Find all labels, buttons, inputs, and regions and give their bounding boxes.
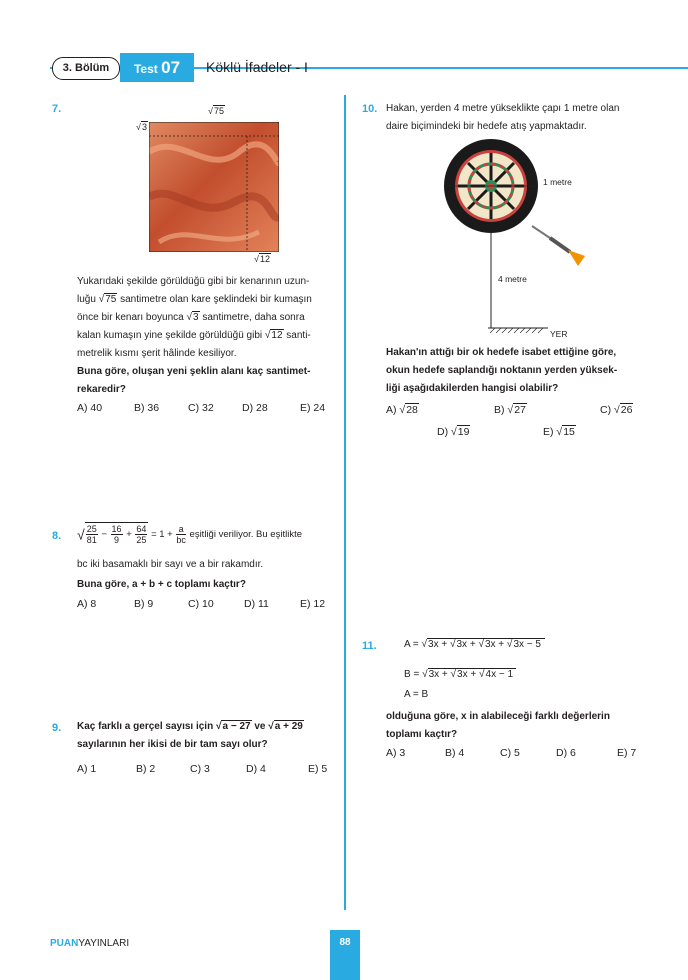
q11-option-d[interactable]: D) 6 bbox=[556, 747, 576, 759]
q11-option-e[interactable]: E) 7 bbox=[617, 747, 637, 759]
page-title: Köklü İfadeler - I bbox=[206, 59, 308, 75]
q10-option-e[interactable]: E) √15 bbox=[543, 426, 575, 438]
q7-option-b[interactable]: B) 36 bbox=[134, 402, 160, 414]
fig-label-left: √3 bbox=[136, 122, 147, 132]
q10-option-a[interactable]: A) √28 bbox=[386, 404, 418, 416]
q8-option-a[interactable]: A) 8 bbox=[77, 598, 97, 610]
test-number: 07 bbox=[161, 58, 181, 77]
dartboard-figure bbox=[420, 138, 620, 344]
label-diameter: 1 metre bbox=[543, 177, 572, 187]
q9-option-e[interactable]: E) 5 bbox=[308, 763, 328, 775]
q11-equation-b: B = √3x + √3x + √4x − 1 bbox=[404, 666, 516, 684]
q7-option-a[interactable]: A) 40 bbox=[77, 402, 103, 414]
q11-option-b[interactable]: B) 4 bbox=[445, 747, 465, 759]
q11-option-c[interactable]: C) 5 bbox=[500, 747, 520, 759]
q7-option-c[interactable]: C) 32 bbox=[188, 402, 214, 414]
q10-text: Hakan, yerden 4 metre yükseklikte çapı 1 metre olan daire biçimindeki bir hedefe atış yapmaktadır. bbox=[386, 103, 620, 132]
test-badge bbox=[120, 53, 194, 82]
q8-option-d[interactable]: D) 11 bbox=[244, 598, 269, 610]
q7-option-d[interactable]: D) 28 bbox=[242, 402, 268, 414]
q10-option-d[interactable]: D) √19 bbox=[437, 426, 470, 438]
q10-question: Hakan'ın attığı bir ok hedefe isabet ettiğine göre, okun hedefe saplandığı noktanın yerden yüksek- liği aşağıdakilerden hangisi olabilir? bbox=[386, 347, 618, 394]
question-number-11: 11. bbox=[362, 640, 377, 652]
label-height: 4 metre bbox=[498, 274, 527, 284]
label-ground: YER bbox=[550, 329, 568, 339]
q9-option-b[interactable]: B) 2 bbox=[136, 763, 156, 775]
test-label: Test bbox=[133, 62, 158, 76]
q9-text: Kaç farklı a gerçel sayısı için √a − 27 ve √a + 29 sayılarının her ikisi de bir tam sayı olur? bbox=[77, 721, 303, 750]
question-number-9: 9. bbox=[52, 722, 62, 734]
q10-option-b[interactable]: B) √27 bbox=[494, 404, 526, 416]
q9-option-a[interactable]: A) 1 bbox=[77, 763, 97, 775]
fabric-figure bbox=[132, 108, 292, 270]
question-number-8: 8. bbox=[52, 530, 62, 542]
q11-option-a[interactable]: A) 3 bbox=[386, 747, 406, 759]
section-badge: 3. Bölüm bbox=[52, 57, 120, 80]
publisher-logo: PUANYAYINLARI bbox=[50, 938, 130, 949]
question-number-7: 7. bbox=[52, 103, 62, 115]
q8-option-b[interactable]: B) 9 bbox=[134, 598, 154, 610]
q11-equation-a: A = √3x + √3x + √3x + √3x − 5 bbox=[404, 636, 545, 654]
question-number-10: 10. bbox=[362, 103, 378, 115]
dart-icon bbox=[532, 226, 585, 266]
q11-equation-eq: A = B bbox=[404, 689, 429, 700]
page-number: 88 bbox=[330, 930, 360, 980]
fabric-square bbox=[149, 122, 279, 252]
column-divider bbox=[344, 95, 346, 910]
q9-option-c[interactable]: C) 3 bbox=[190, 763, 210, 775]
q11-question: olduğuna göre, x in alabileceği farklı değerlerin toplamı kaçtır? bbox=[386, 711, 610, 740]
q8-option-c[interactable]: C) 10 bbox=[188, 598, 214, 610]
q8-question: Buna göre, a + b + c toplamı kaçtır? bbox=[77, 579, 246, 590]
fig-label-bottom: √12 bbox=[254, 254, 270, 264]
q7-option-e[interactable]: E) 24 bbox=[300, 402, 326, 414]
q7-text: Yukarıdaki şekilde görüldüğü gibi bir kenarının uzun- luğu √75 santimetre olan kare şeklindeki bir kumaşın önce bir kenarı boyunca √3 santimetre, daha sonra kalan kumaşın yine şekilde görüldüğü gibi √12 santi- metrelik kısmı şerit hâlinde kesiliyor. Buna göre, oluşan yeni şeklin alanı kaç santimet- rekaredir? bbox=[77, 276, 312, 395]
fig-label-top: √75 bbox=[208, 106, 224, 116]
q8-line2: bc iki basamaklı bir sayı ve a bir rakamdır. bbox=[77, 559, 264, 570]
q8-equation: √ $\frac{25}{81}$ − $\frac{16}{9}$ + $\frac{64}{25}$ = 1 + $\frac{a}{bc}$ eşitliği veriliyor. Bu eşitlikte bbox=[77, 524, 302, 545]
q9-option-d[interactable]: D) 4 bbox=[246, 763, 266, 775]
q8-option-e[interactable]: E) 12 bbox=[300, 598, 326, 610]
q10-option-c[interactable]: C) √26 bbox=[600, 404, 633, 416]
